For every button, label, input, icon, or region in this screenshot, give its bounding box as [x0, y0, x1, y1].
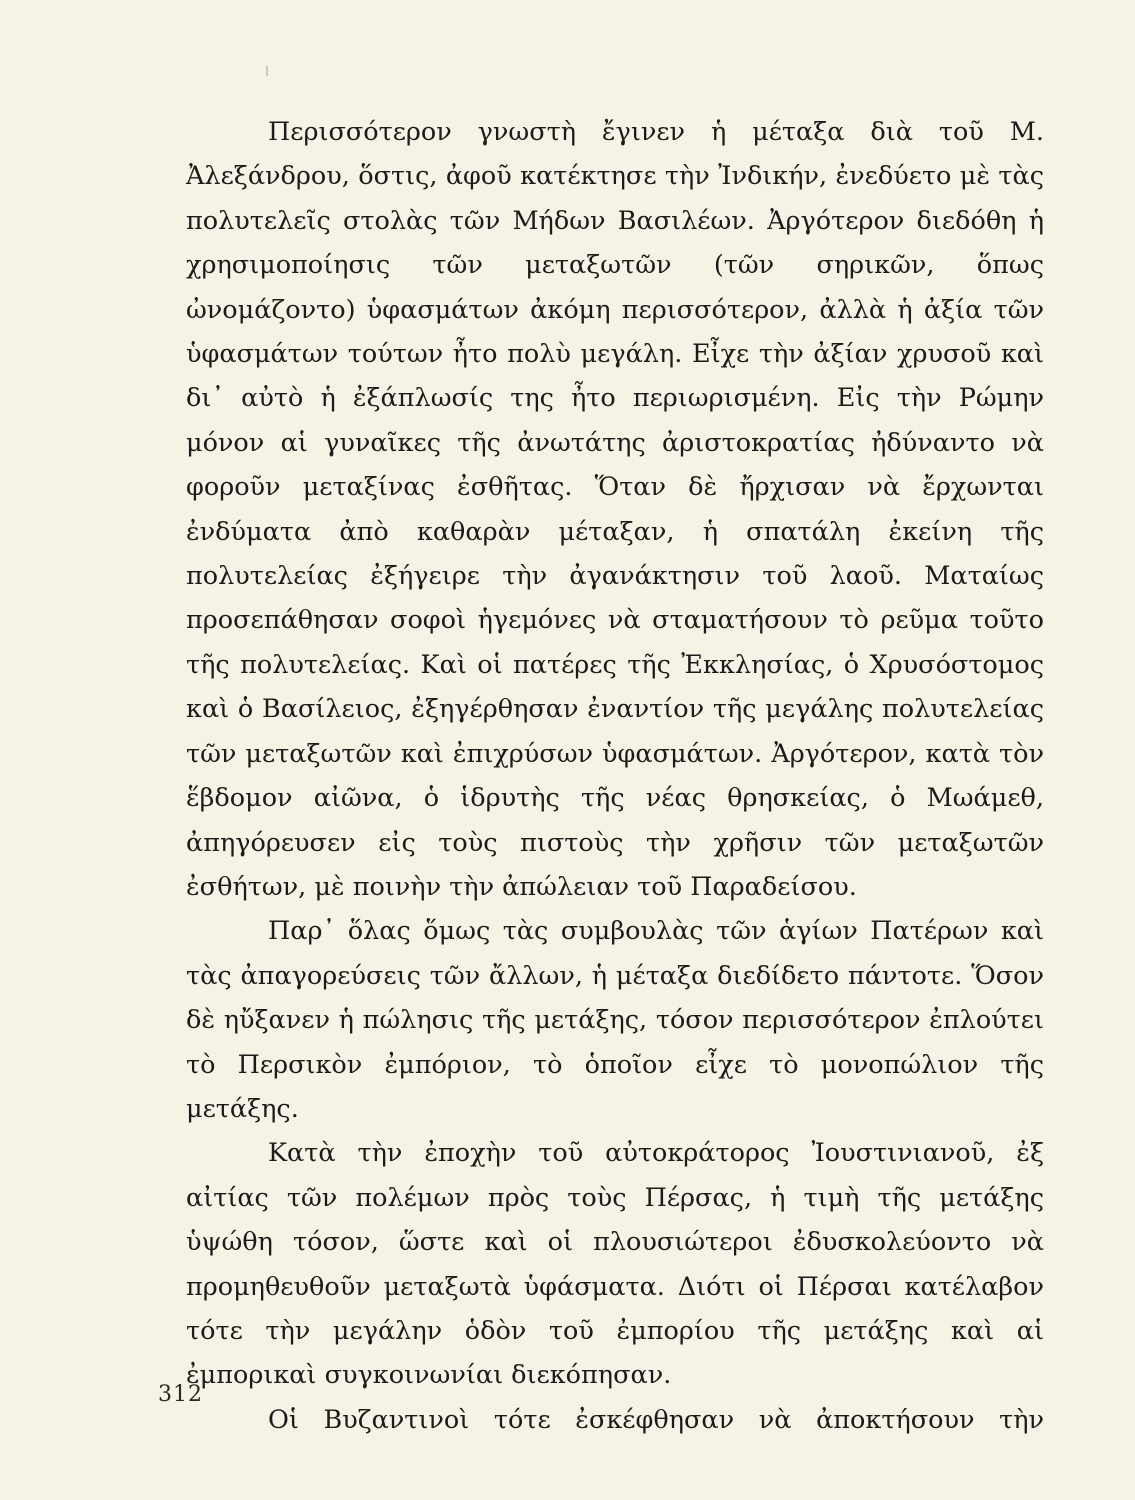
paragraph-2: Παρ᾽ ὅλας ὅμως τὰς συμβουλὰς τῶν ἁγίων Πατέρων καὶ τὰς ἀπαγορεύσεις τῶν ἄλλων, ἡ μέταξα διεδίδετο πάντοτε. Ὅσον δὲ ηὔξανεν ἡ πώλησις τῆς μετάξης, τόσον περισσότερον ἐπλούτει τὸ Περσικὸν ἐμπόριον, τὸ ὁποῖον εἶχε τὸ μονοπώλιον τῆς μετάξης. [186, 916, 1044, 1124]
paragraph-4: Οἱ Βυζαντινοὶ τότε ἐσκέφθησαν νὰ ἀποκτήσουν τὴν [268, 1404, 1044, 1435]
paragraph-1: Περισσότερον γνωστὴ ἔγινεν ἡ μέταξα διὰ τοῦ Μ. Ἀλεξάνδρου, ὅστις, ἀφοῦ κατέκτησε τὴν Ἰνδικήν, ἐνεδύετο μὲ τὰς πολυτελεῖς στολὰς τῶν Μήδων Βασιλέων. Ἀργότερον διεδόθη ἡ χρησιμοποίησις τῶν μεταξωτῶν (τῶν σηρικῶν, ὅπως ὠνομάζοντο) ὑφασμάτων ἀκόμη περισσότερον, ἀλλὰ ἡ ἀξία τῶν ὑφασμάτων τούτων ἦτο πολὺ μεγάλη. Εἶχε τὴν ἀξίαν χρυσοῦ καὶ δι᾽ αὐτὸ ἡ ἐξάπλωσίς της ἦτο περιωρισμένη. Εἰς τὴν Ρώμην μόνον αἱ γυναῖκες τῆς ἀνωτάτης ἀριστοκρατίας ἠδύναντο νὰ φοροῦν μεταξίνας ἐσθῆτας. Ὅταν δὲ ἤρχισαν νὰ ἔρχωνται ἐνδύματα ἀπὸ καθαρὰν μέταξαν, ἡ σπατάλη ἐκείνη τῆς πολυτελείας ἐξήγειρε τὴν ἀγανάκτησιν τοῦ λαοῦ. Ματαίως προσεπάθησαν σοφοὶ ἡγεμόνες νὰ σταματήσουν τὸ ρεῦμα τοῦτο τῆς πολυτελείας. Καὶ οἱ πατέρες τῆς Ἐκκλησίας, ὁ Χρυσόστομος καὶ ὁ Βασίλειος, ἐξηγέρθησαν ἐναντίον τῆς μεγάλης πολυτελείας τῶν μεταξωτῶν καὶ ἐπιχρύσων ὑφασμάτων. Ἀργότερον, κατὰ τὸν ἕβδομον αἰῶνα, ὁ ἱδρυτὴς τῆς νέας θρησκείας, ὁ Μωάμεθ, ἀπηγόρευσεν εἰς τοὺς πιστοὺς τὴν χρῆσιν τῶν μεταξωτῶν ἐσθήτων, μὲ ποινὴν τὴν ἀπώλειαν τοῦ Παραδείσου. [186, 117, 1044, 902]
paragraph-3: Κατὰ τὴν ἐποχὴν τοῦ αὐτοκράτορος Ἰουστινιανοῦ, ἐξ αἰτίας τῶν πολέμων πρὸς τοὺς Πέρσας, ἡ τιμὴ τῆς μετάξης ὑψώθη τόσον, ὥστε καὶ οἱ πλουσιώτεροι ἐδυσκολεύοντο νὰ προμηθευθοῦν μεταξωτὰ ὑφάσματα. Διότι οἱ Πέρσαι κατέλαβον τότε τὴν μεγάλην ὁδὸν τοῦ ἐμπορίου τῆς μετάξης καὶ αἱ ἐμπορικαὶ συγκοινωνίαι διεκόπησαν. [186, 1138, 1044, 1391]
body-text [186, 110, 1044, 1442]
scan-speck [266, 66, 268, 76]
page-number: 312 [158, 1382, 203, 1407]
